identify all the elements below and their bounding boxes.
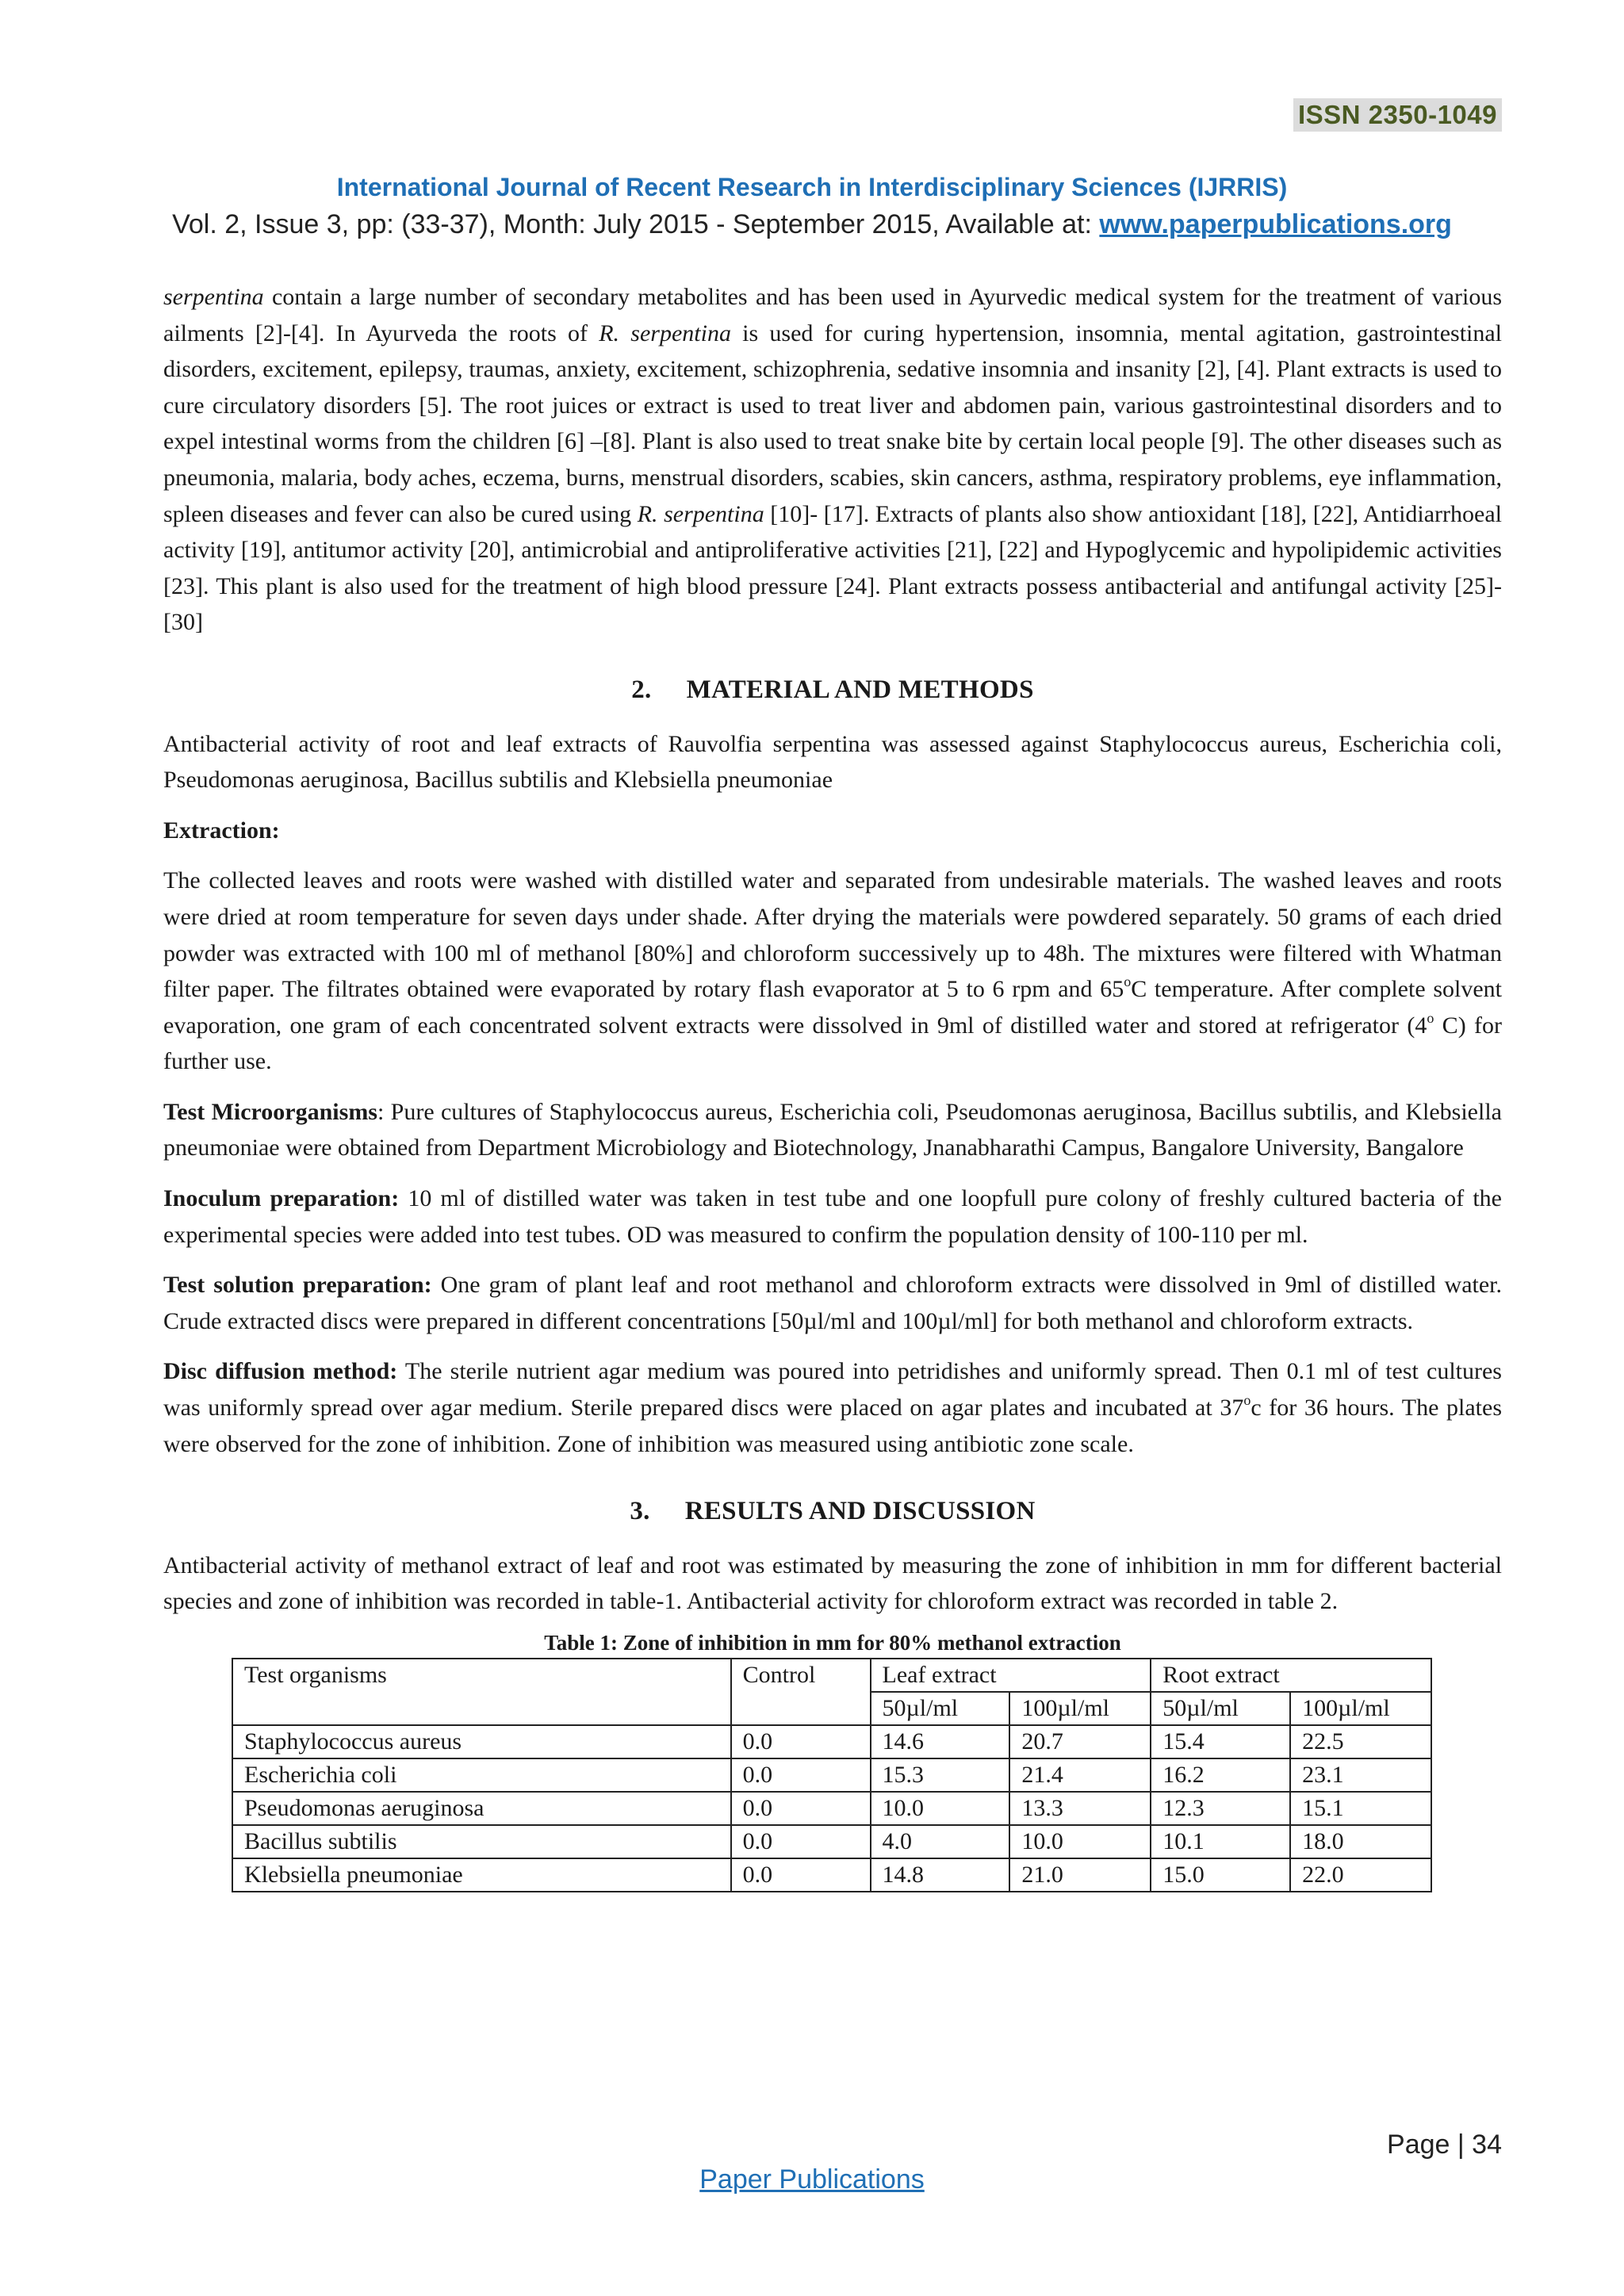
- section-heading-materials: [163, 672, 1502, 709]
- section-number: 3.: [630, 1497, 650, 1526]
- cell-value: 0.0: [731, 1858, 871, 1892]
- subheading: Test solution preparation:: [163, 1272, 432, 1299]
- table-row: [232, 1758, 1431, 1792]
- extraction-heading: [163, 813, 1502, 849]
- cell-value: 4.0: [871, 1825, 1010, 1858]
- cell-organism: Bacillus subtilis: [232, 1825, 731, 1858]
- header-root-extract: Root extract: [1151, 1659, 1431, 1692]
- table-row: [232, 1825, 1431, 1858]
- cell-value: 14.8: [871, 1858, 1010, 1892]
- section-title: MATERIAL AND METHODS: [686, 675, 1034, 704]
- extraction-paragraph: [163, 863, 1502, 1080]
- species-name: R. serpentina: [637, 500, 764, 527]
- volume-text: Vol. 2, Issue 3, pp: (33-37), Month: July 2015 - September 2015, Available at:: [172, 209, 1100, 239]
- text-run: is used for curing hypertension, insomnia, mental agitation, gastrointestinal disorders, excitement, epilepsy, traumas, anxiety, excitement, schizophrenia, sedative insomnia and insanity [2], [4]. Plant extracts is used to cure circulatory disorders [5]. The root juices or extract is used to treat liver and abdomen pain, various gastrointestinal disorders and to expel intestinal worms from the children [6] –[8]. Plant is also used to treat snake bite by certain local people [9]. The other diseases such as pneumonia, malaria, body aches, eczema, burns, menstrual disorders, scabies, skin cancers, asthma, respiratory problems, eye inflammation, spleen diseases and fever can also be cured using: [163, 320, 1503, 527]
- table-row: [232, 1792, 1431, 1825]
- cell-value: 16.2: [1151, 1758, 1290, 1792]
- text-run: : Pure cultures of Staphylococcus aureus, Escherichia coli, Pseudomonas aeruginosa, Bacillus subtilis, and Klebsiella pneumoniae were obtained from Department Microbiology and Biotechnology, Jnanabharathi Campus, Bangalore University, Bangalore: [163, 1098, 1502, 1161]
- text-run: C temperature. After complete solvent evaporation, one gram of each concentrated solvent extracts were dissolved in 9ml of distilled water and stored at refrigerator (4: [163, 976, 1503, 1039]
- cell-value: 22.0: [1290, 1858, 1431, 1892]
- header-empty: [731, 1692, 871, 1725]
- cell-value: 14.6: [871, 1725, 1010, 1758]
- journal-title: International Journal of Recent Research in Interdisciplinary Sciences (IJRRIS): [336, 173, 1288, 201]
- cell-organism: Pseudomonas aeruginosa: [232, 1792, 731, 1825]
- text-run: The collected leaves and roots were washed with distilled water and separated from undesirable materials. The washed leaves and roots were dried at room temperature for seven days under shade. After drying the materials were powdered separately. 50 grams of each dried powder was extracted with 100 ml of methanol [80%] and chloroform successively up to 48h. The mixtures were filtered with Whatman filter paper. The filtrates obtained were evaporated by rotary flash evaporator at 5 to 6 rpm and 65: [163, 867, 1502, 1003]
- table-header-row: [232, 1659, 1431, 1692]
- text-run: C) for further use.: [163, 1012, 1503, 1075]
- issn-badge: ISSN 2350-1049: [1293, 98, 1502, 132]
- cell-value: 21.0: [1009, 1858, 1151, 1892]
- subheading: Test Microorganisms: [163, 1098, 377, 1125]
- cell-organism: Escherichia coli: [232, 1758, 731, 1792]
- publisher-link[interactable]: Paper Publications: [699, 2164, 925, 2195]
- cell-value: 13.3: [1009, 1792, 1151, 1825]
- cell-value: 18.0: [1290, 1825, 1431, 1858]
- cell-value: 20.7: [1009, 1725, 1151, 1758]
- cell-value: 21.4: [1009, 1758, 1151, 1792]
- superscript: o: [1243, 1392, 1251, 1409]
- cell-value: 10.0: [871, 1792, 1010, 1825]
- species-name: serpentina: [163, 284, 264, 310]
- header-leaf-100: 100µl/ml: [1009, 1692, 1151, 1725]
- intro-paragraph: [163, 279, 1502, 641]
- cell-organism: Klebsiella pneumoniae: [232, 1858, 731, 1892]
- section-number: 2.: [631, 675, 652, 704]
- text-run: contain a large number of secondary metabolites and has been used in Ayurvedic medical system for the treatment of various ailments [2]-[4]. In Ayurveda the roots of: [163, 284, 1502, 346]
- header-leaf-extract: Leaf extract: [871, 1659, 1151, 1692]
- results-paragraph: Antibacterial activity of methanol extract of leaf and root was estimated by measuring the zone of inhibition in mm for different bacterial species and zone of inhibition was recorded in table-1. Antibacterial activity for chloroform extract was recorded in table 2.: [163, 1552, 1502, 1615]
- cell-value: 23.1: [1290, 1758, 1431, 1792]
- cell-organism: Staphylococcus aureus: [232, 1725, 731, 1758]
- table-subheader-row: [232, 1692, 1431, 1725]
- cell-value: 0.0: [731, 1758, 871, 1792]
- test-solution-paragraph: [163, 1267, 1502, 1339]
- header-control: Control: [731, 1659, 871, 1692]
- page-number: Page | 34: [1387, 2130, 1502, 2160]
- text-run: The sterile nutrient agar medium was poured into petridishes and uniformly spread. Then 0.1 ml of test cultures was uniformly spread over agar medium. Sterile prepared discs were placed on agar plates and incubated at 37: [163, 1358, 1502, 1422]
- cell-value: 0.0: [731, 1825, 871, 1858]
- header-leaf-50: 50µl/ml: [871, 1692, 1010, 1725]
- journal-volume-info: [0, 209, 1624, 240]
- species-name: R. serpentina: [599, 320, 731, 346]
- superscript: o: [1427, 1009, 1434, 1026]
- header-root-100: 100µl/ml: [1290, 1692, 1431, 1725]
- header-root-50: 50µl/ml: [1151, 1692, 1290, 1725]
- text-run: [10]- [17]. Extracts of plants also show antioxidant [18], [22], Antidiarrhoeal activity [19], antitumor activity [20], antimicrobial and antiproliferative activities [21], [22] and Hypoglycemic and hypolipidemic activities [23]. This plant is also used for the treatment of high blood pressure [24]. Plant extracts possess antibacterial and antifungal activity [25]- [30]: [163, 500, 1503, 636]
- cell-value: 15.3: [871, 1758, 1010, 1792]
- cell-value: 15.0: [1151, 1858, 1290, 1892]
- cell-value: 10.0: [1009, 1825, 1151, 1858]
- cell-value: 0.0: [731, 1725, 871, 1758]
- journal-website-link[interactable]: www.paperpublications.org: [1099, 209, 1452, 239]
- cell-value: 10.1: [1151, 1825, 1290, 1858]
- superscript: o: [1124, 974, 1132, 990]
- cell-value: 12.3: [1151, 1792, 1290, 1825]
- subheading: Extraction:: [163, 817, 280, 844]
- section-title: RESULTS AND DISCUSSION: [684, 1497, 1036, 1526]
- microorganisms-paragraph: [163, 1094, 1502, 1166]
- cell-value: 22.5: [1290, 1725, 1431, 1758]
- text-run: 10 ml of distilled water was taken in test tube and one loopfull pure colony of freshly cultured bacteria of the experimental species were added into test tubes. OD was measured to confirm the population density of 100-110 per ml.: [163, 1185, 1502, 1248]
- subheading: Inoculum preparation:: [163, 1185, 400, 1212]
- text-run: c for 36 hours. The plates were observed for the zone of inhibition. Zone of inhibition was measured using antibiotic zone scale.: [163, 1395, 1502, 1457]
- header-empty: [232, 1692, 731, 1725]
- article-body: [163, 279, 1502, 1892]
- table-caption: Table 1: Zone of inhibition in mm for 80% methanol extraction: [544, 1631, 1121, 1655]
- methods-intro-paragraph: Antibacterial activity of root and leaf extracts of Rauvolfia serpentina was assessed against Staphylococcus aureus, Escherichia coli, Pseudomonas aeruginosa, Bacillus subtilis and Klebsiella pneumoniae: [163, 730, 1502, 794]
- cell-value: 15.4: [1151, 1725, 1290, 1758]
- table-row: [232, 1725, 1431, 1758]
- inoculum-paragraph: [163, 1181, 1502, 1253]
- header-organisms: Test organisms: [232, 1659, 731, 1692]
- inhibition-table: [232, 1658, 1432, 1892]
- cell-value: 0.0: [731, 1792, 871, 1825]
- cell-value: 15.1: [1290, 1792, 1431, 1825]
- disc-diffusion-paragraph: [163, 1353, 1502, 1462]
- subheading: Disc diffusion method:: [163, 1358, 398, 1385]
- section-heading-results: [163, 1494, 1502, 1530]
- table-row: [232, 1858, 1431, 1892]
- text-run: One gram of plant leaf and root methanol and chloroform extracts were dissolved in 9ml of distilled water. Crude extracted discs were prepared in different concentrations [50µl/ml and 100µl/ml] for both methanol and chloroform extracts.: [163, 1272, 1502, 1334]
